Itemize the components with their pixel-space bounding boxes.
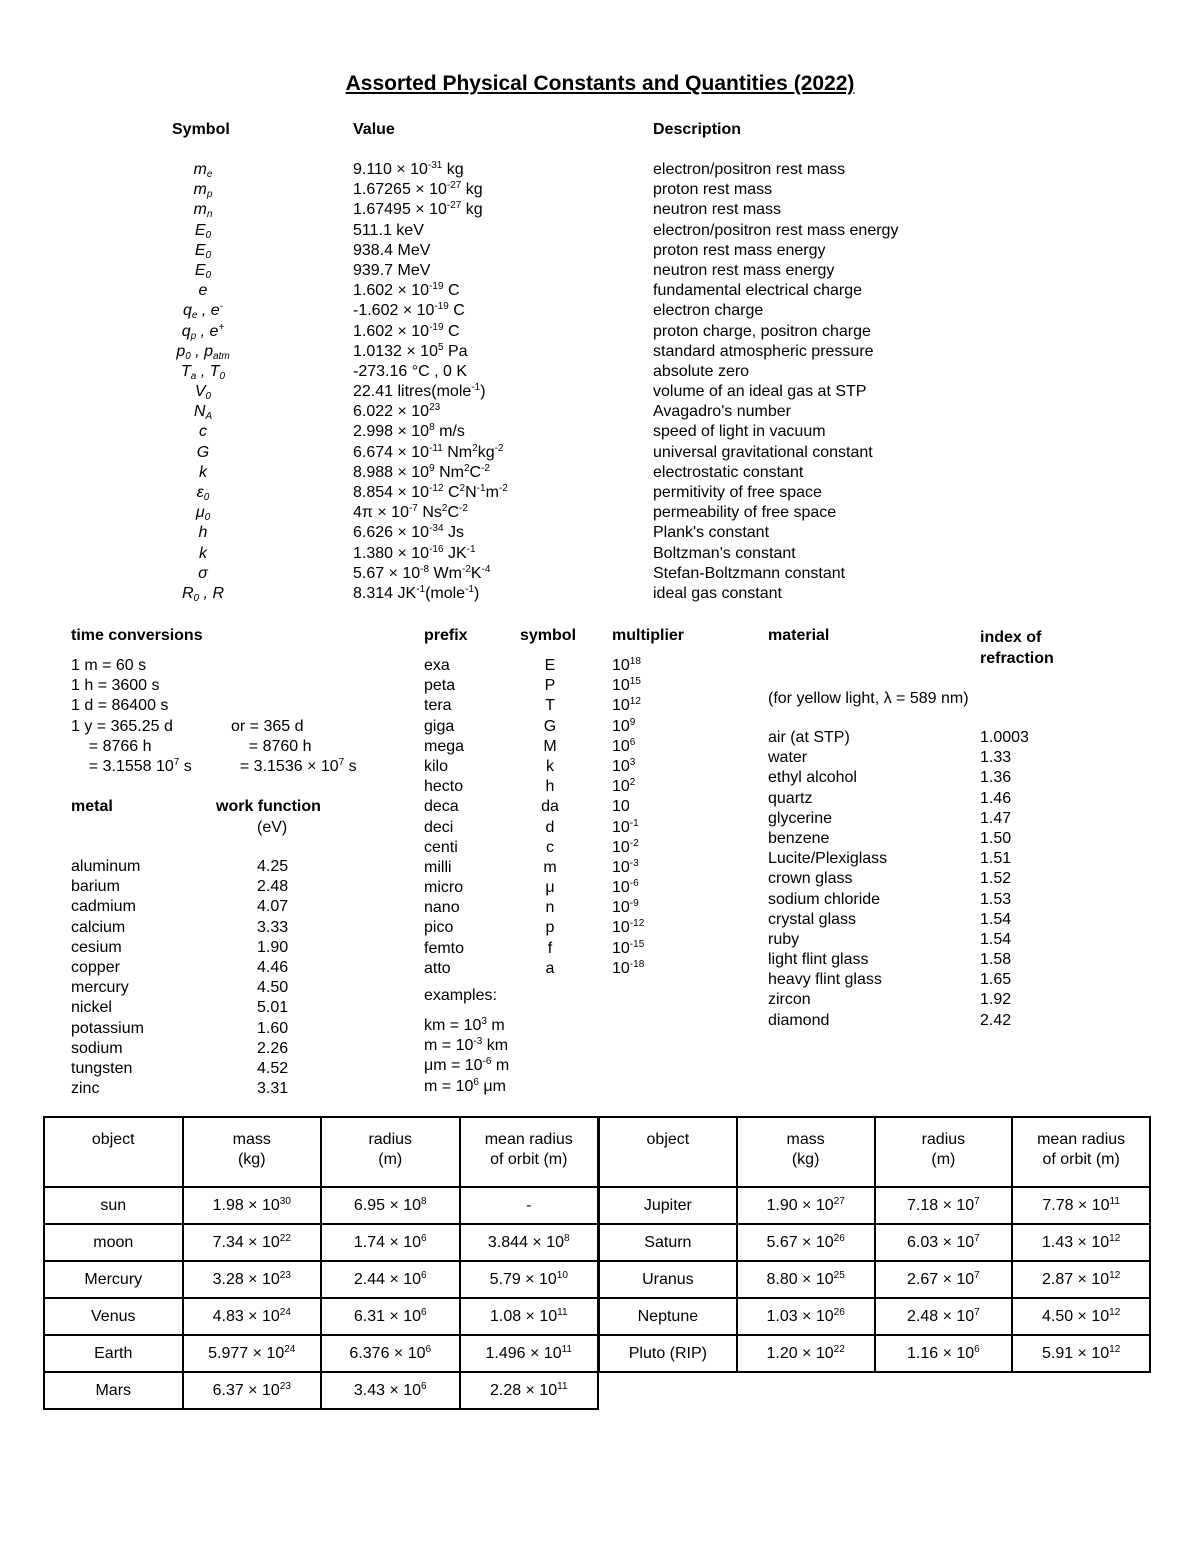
prefix-example: $m = 10^{-3}$ km: [424, 1036, 509, 1055]
constant-symbol: $V_0$: [194, 383, 212, 403]
planet-table-header: mean radius of orbit (m): [460, 1117, 599, 1187]
constant-symbol: σ: [198, 564, 208, 582]
table-row: [599, 1187, 1150, 1224]
metal-name: zinc: [71, 1080, 100, 1098]
prefix-multiplier-column: [612, 656, 644, 979]
constant-symbol: c: [199, 423, 207, 441]
constant-description: Plank's constant: [653, 524, 770, 542]
constant-description: Stefan-Boltzmann constant: [653, 564, 846, 582]
prefix-symbol: μ: [545, 879, 555, 897]
refraction-index: 1.65: [980, 971, 1012, 989]
constant-value: $6.626 \times 10^{-34}$ Js: [353, 523, 464, 542]
work-function-value: 3.31: [257, 1080, 289, 1098]
planet-cell-o: moon: [44, 1224, 183, 1261]
prefix-symbol: n: [545, 899, 555, 917]
table-row: [44, 1298, 598, 1335]
prefix-multiplier: $10^{12}$: [612, 696, 641, 715]
constant-description: ideal gas constant: [653, 584, 782, 602]
refraction-material: quartz: [768, 789, 813, 807]
constant-value: -273.16 °C , 0 K: [353, 362, 468, 380]
prefix-multiplier: $10^{-1}$: [612, 817, 639, 836]
constant-symbol: $\mu_0$: [195, 504, 211, 524]
refraction-material: benzene: [768, 829, 830, 847]
constant-description: neutron rest mass: [653, 201, 782, 219]
planet-cell-orbit: $4.50 \times 10^{12}$: [1012, 1298, 1150, 1335]
planet-cell-o: Mars: [44, 1372, 183, 1409]
planet-cell-orbit: $2.28 \times 10^{11}$: [460, 1372, 599, 1409]
prefix-name: pico: [424, 919, 454, 937]
table-row: [599, 1224, 1150, 1261]
constant-value: $8.854 \times 10^{-12}$ $C^2N^{-1}m^{-2}$: [353, 483, 508, 501]
refraction-material: sodium chloride: [768, 890, 881, 908]
constants-value-column: [353, 160, 508, 604]
examples-label: examples:: [424, 987, 497, 1004]
constant-value: $5.67 \times 10^{-8}$ $Wm^{-2}K^{-4}$: [353, 563, 491, 582]
refraction-material: water: [768, 749, 808, 767]
constant-symbol: $m_n$: [193, 201, 213, 221]
constant-description: fundamental electrical charge: [653, 282, 863, 300]
planet-table-header: mean radius of orbit (m): [1012, 1117, 1150, 1187]
constant-description: neutron rest mass energy: [653, 261, 835, 279]
prefix-name: micro: [424, 879, 464, 897]
description-header: Description: [653, 121, 742, 138]
prefix-symbol: a: [545, 959, 555, 977]
planet-cell-r: $6.95 \times 10^8$: [321, 1187, 460, 1224]
constant-value: $9.110 \times 10^{-31}$ kg: [353, 160, 464, 178]
refraction-material: glycerine: [768, 809, 833, 827]
prefix-multiplier: $10^{-12}$: [612, 918, 645, 937]
constant-description: standard atmospheric pressure: [653, 342, 874, 360]
planet-cell-o: Earth: [44, 1335, 183, 1372]
prefix-multiplier: $10^{-6}$: [612, 878, 639, 897]
constant-value: $1.67265 \times 10^{-27}$ kg: [353, 180, 483, 199]
refraction-index: 1.51: [980, 850, 1012, 868]
constant-value: $1.67495 \times 10^{-27}$ kg: [353, 200, 483, 219]
prefix-symbol: d: [545, 818, 555, 836]
prefix-example: $\mu m = 10^{-6}$ m: [424, 1056, 510, 1075]
time-conversion: 1 h = 3600 s: [71, 677, 160, 695]
table-row: [44, 1187, 598, 1224]
page-title: Assorted Physical Constants and Quantities (2022): [345, 72, 855, 95]
constant-description: electron charge: [653, 302, 764, 320]
prefix-multiplier: $10^6$: [612, 736, 636, 755]
constant-description: speed of light in vacuum: [653, 423, 826, 441]
refraction-material: heavy flint glass: [768, 971, 882, 989]
constant-value: 8.314 $JK^{-1}(mole^{-1})$: [353, 583, 480, 602]
planet-cell-o: Saturn: [599, 1224, 737, 1261]
refraction-index: 1.54: [980, 910, 1012, 928]
planet-cell-mass: $3.28 \times 10^{23}$: [183, 1261, 322, 1298]
planet-cell-orbit: $1.08 \times 10^{11}$: [460, 1298, 599, 1335]
time-conversions-header: time conversions: [71, 627, 203, 644]
constant-symbol: $m_p$: [193, 181, 213, 201]
prefix-name: mega: [424, 737, 465, 755]
constant-value: 511.1 keV: [353, 221, 424, 239]
refraction-index: 1.52: [980, 870, 1012, 888]
planet-cell-r: $2.44 \times 10^6$: [321, 1261, 460, 1298]
prefix-name: milli: [424, 858, 452, 876]
refraction-material: diamond: [768, 1011, 830, 1029]
constant-description: electron/positron rest mass: [653, 161, 846, 178]
table-row: [44, 1261, 598, 1298]
planet-cell-mass: $1.03 \times 10^{26}$: [737, 1298, 875, 1335]
planet-cell-mass: $7.34 \times 10^{22}$: [183, 1224, 322, 1261]
constant-symbol: $q_e$ , e-: [182, 301, 224, 322]
prefix-multiplier: $10^{-2}$: [612, 837, 639, 856]
planet-cell-r: $1.16 \times 10^6$: [875, 1335, 1013, 1372]
prefix-symbol: c: [546, 838, 554, 856]
refraction-index: 1.54: [980, 930, 1012, 948]
constant-value: $8.988 \times 10^9$ $Nm^2C^{-2}$: [353, 462, 490, 481]
time-conversion: = 8766 h: [71, 737, 152, 755]
constant-description: absolute zero: [653, 362, 750, 380]
planet-cell-mass: $5.67 \times 10^{26}$: [737, 1224, 875, 1261]
work-function-value: 3.33: [257, 918, 289, 936]
constant-description: permeability of free space: [653, 504, 837, 522]
planet-cell-mass: $6.37 \times 10^{23}$: [183, 1372, 322, 1409]
constant-symbol: $E_0$: [194, 261, 212, 281]
prefix-multiplier: $10^{-9}$: [612, 898, 639, 917]
metal-name: cadmium: [71, 898, 136, 916]
constant-value: $6.022 \times 10^{23}$: [353, 402, 441, 421]
work-function-value: 1.60: [257, 1019, 289, 1037]
time-conversion-alt: [231, 696, 357, 716]
constant-value: $1.380 \times 10^{-16}$ $JK^{-1}$: [353, 543, 476, 562]
prefix-symbol: M: [543, 737, 557, 755]
planet-cell-orbit: $5.79 \times 10^{10}$: [460, 1261, 599, 1298]
constant-symbol: e: [198, 282, 208, 300]
work-function-value: 2.26: [257, 1039, 289, 1057]
planet-table-header: mass (kg): [737, 1117, 875, 1187]
table-row: [599, 1261, 1150, 1298]
planet-table-header: mass (kg): [183, 1117, 322, 1187]
prefix-name: tera: [424, 697, 452, 715]
constant-value: $6.674 \times 10^{-11}$ $Nm^2kg^{-2}$: [353, 442, 504, 461]
planet-table-header: object: [44, 1117, 183, 1187]
prefix-name: centi: [424, 838, 458, 856]
constant-description: electrostatic constant: [653, 463, 804, 481]
work-function-value: 4.50: [257, 979, 289, 997]
prefix-name: femto: [424, 939, 465, 957]
prefix-symbol: E: [544, 657, 556, 674]
prefix-multiplier: 10: [612, 798, 630, 816]
constant-symbol: G: [196, 443, 210, 461]
planet-cell-orbit: $3.844 \times 10^8$: [460, 1224, 599, 1261]
refraction-index: 1.58: [980, 951, 1012, 969]
prefix-multiplier: $10^{-18}$: [612, 958, 645, 977]
time-conversion-alt: = 8760 h: [231, 737, 312, 755]
refraction-material: crystal glass: [768, 910, 857, 928]
value-header: Value: [353, 121, 395, 138]
time-conversion: 1 m = 60 s: [71, 657, 147, 674]
planet-table-right: [598, 1116, 1151, 1373]
planet-cell-o: Mercury: [44, 1261, 183, 1298]
refraction-material: ruby: [768, 930, 800, 948]
prefix-symbol: da: [541, 798, 559, 816]
prefix-name: deci: [424, 818, 454, 836]
material-header: material: [768, 627, 830, 644]
work-function-value: 5.01: [257, 999, 289, 1017]
constant-value: 938.4 MeV: [353, 241, 431, 259]
work-function-value: 4.46: [257, 958, 289, 976]
prefix-multiplier: $10^{-3}$: [612, 857, 639, 876]
constant-description: Avagadro's number: [653, 403, 791, 421]
metal-name: potassium: [71, 1019, 144, 1037]
constants-symbol-column: [143, 160, 263, 604]
time-conversion-alt: [231, 656, 357, 676]
constant-value: $-1.602 \times 10^{-19}$ C: [353, 301, 465, 320]
constant-symbol: $\varepsilon_0$: [196, 484, 210, 503]
prefix-symbol-header: symbol: [520, 627, 577, 644]
planet-cell-r: $6.03 \times 10^7$: [875, 1224, 1013, 1261]
time-conversion-alt: or = 365 d: [231, 717, 304, 735]
prefix-symbol: k: [546, 757, 554, 775]
prefix-symbol-column: [530, 656, 570, 979]
planet-table-header: radius (m): [875, 1117, 1013, 1187]
planet-cell-mass: $1.20 \times 10^{22}$: [737, 1335, 875, 1372]
constant-description: volume of an ideal gas at STP: [653, 383, 867, 401]
refraction-material: crown glass: [768, 870, 853, 888]
refraction-index: 1.53: [980, 890, 1012, 908]
constant-description: Boltzman's constant: [653, 544, 796, 562]
constant-value: $2.998 \times 10^8$ m/s: [353, 422, 465, 441]
prefix-header: prefix: [424, 627, 468, 644]
planet-cell-mass: $8.80 \times 10^{25}$: [737, 1261, 875, 1298]
prefix-multiplier: $10^{-15}$: [612, 938, 645, 957]
planet-cell-mass: $1.98 \times 10^{30}$: [183, 1187, 322, 1224]
constant-symbol: $E_0$: [194, 241, 212, 261]
refraction-index: 1.92: [980, 991, 1012, 1009]
constant-symbol: $q_p$ , e+: [181, 321, 225, 342]
table-row: [44, 1372, 598, 1409]
metal-name: mercury: [71, 979, 129, 997]
prefix-name: deca: [424, 798, 459, 816]
metal-name: cesium: [71, 938, 122, 956]
planet-cell-orbit: $5.91 \times 10^{12}$: [1012, 1335, 1150, 1372]
metal-header: metal: [71, 798, 113, 815]
refraction-index: 1.47: [980, 809, 1012, 827]
table-row: [599, 1335, 1150, 1372]
index-of-refraction-header: index of refraction: [980, 629, 1054, 667]
constant-value: 939.7 MeV: [353, 261, 431, 279]
planet-table-header: radius (m): [321, 1117, 460, 1187]
planet-cell-r: $1.74 \times 10^6$: [321, 1224, 460, 1261]
prefix-examples: [424, 1016, 509, 1097]
prefix-name: hecto: [424, 778, 464, 796]
work-function-value: 4.25: [257, 858, 289, 875]
refraction-index: 1.33: [980, 749, 1012, 767]
prefix-multiplier: $10^3$: [612, 756, 636, 775]
metal-name: aluminum: [71, 858, 141, 875]
metal-name: nickel: [71, 999, 112, 1017]
prefix-name: kilo: [424, 757, 449, 775]
prefix-symbol: P: [544, 677, 556, 695]
planet-cell-o: Venus: [44, 1298, 183, 1335]
table-row: [44, 1335, 598, 1372]
refraction-note: (for yellow light, λ = 589 nm): [768, 690, 969, 707]
prefix-multiplier: $10^{18}$: [612, 656, 641, 674]
constant-description: permitivity of free space: [653, 484, 822, 501]
time-conversions-right: [231, 656, 357, 777]
symbol-header: Symbol: [172, 121, 230, 138]
prefix-symbol: h: [545, 778, 555, 796]
planet-cell-r: $2.48 \times 10^7$: [875, 1298, 1013, 1335]
planet-table-header: object: [599, 1117, 737, 1187]
refraction-material-column: [768, 728, 887, 1031]
constant-value: $1.0132 \times 10^5$ Pa: [353, 341, 468, 360]
prefix-multiplier: $10^2$: [612, 777, 636, 796]
prefix-symbol: m: [543, 858, 557, 876]
work-function-column: [257, 857, 288, 1099]
work-function-value: 4.52: [257, 1059, 289, 1077]
prefix-name: exa: [424, 657, 450, 674]
constant-symbol: $p_0$ , $p_{atm}$: [176, 342, 230, 362]
time-conversion: 1 y = 365.25 d: [71, 717, 173, 735]
prefix-symbol: T: [545, 697, 555, 715]
work-function-unit: (eV): [257, 819, 288, 836]
refraction-material: zircon: [768, 991, 811, 1009]
prefix-example: km = $10^3$ m: [424, 1016, 505, 1034]
planet-cell-o: sun: [44, 1187, 183, 1224]
prefix-name: atto: [424, 959, 451, 977]
constant-symbol: $E_0$: [194, 221, 212, 241]
time-conversion-alt: [231, 676, 357, 696]
constant-description: electron/positron rest mass energy: [653, 221, 899, 239]
refraction-index: 2.42: [980, 1011, 1012, 1029]
constant-symbol: $m_e$: [193, 161, 213, 180]
work-function-header: work function: [216, 798, 321, 815]
work-function-value: 4.07: [257, 898, 289, 916]
work-function-value: 2.48: [257, 878, 289, 896]
planet-cell-mass: $4.83 \times 10^{24}$: [183, 1298, 322, 1335]
prefix-multiplier: $10^{15}$: [612, 676, 641, 695]
planet-cell-r: $3.43 \times 10^6$: [321, 1372, 460, 1409]
planet-cell-r: $6.31 \times 10^6$: [321, 1298, 460, 1335]
refraction-index: 1.0003: [980, 729, 1029, 746]
refraction-material: light flint glass: [768, 951, 869, 969]
metal-name: barium: [71, 878, 120, 896]
planet-cell-mass: $5.977 \times 10^{24}$: [183, 1335, 322, 1372]
constant-description: proton rest mass: [653, 181, 773, 199]
planet-cell-mass: $1.90 \times 10^{27}$: [737, 1187, 875, 1224]
planet-cell-r: $2.67 \times 10^7$: [875, 1261, 1013, 1298]
time-conversion-alt: = $3.1536 \times 10^7$ s: [231, 756, 357, 775]
constant-description: proton charge, positron charge: [653, 322, 871, 340]
metal-column: [71, 857, 144, 1099]
constant-symbol: $T_a$ , $T_0$: [180, 362, 225, 382]
planet-cell-o: Pluto (RIP): [599, 1335, 737, 1372]
refraction-material: air (at STP): [768, 729, 850, 746]
planet-cell-r: $6.376 \times 10^6$: [321, 1335, 460, 1372]
constant-description: proton rest mass energy: [653, 241, 826, 259]
planet-cell-orbit: $1.496 \times 10^{11}$: [460, 1335, 599, 1372]
refraction-index: 1.50: [980, 829, 1012, 847]
prefix-symbol: G: [543, 717, 557, 735]
prefix-name: nano: [424, 899, 460, 917]
constant-value: 22.41 litres(mole$^{-1}$): [353, 382, 486, 401]
constant-description: universal gravitational constant: [653, 443, 873, 461]
metal-name: calcium: [71, 918, 126, 936]
constant-value: $4\pi \times 10^{-7}$ $Ns^2C^{-2}$: [353, 503, 468, 522]
refraction-material: Lucite/Plexiglass: [768, 850, 888, 868]
planet-cell-orbit: $7.78 \times 10^{11}$: [1012, 1187, 1150, 1224]
planet-cell-o: Neptune: [599, 1298, 737, 1335]
planet-cell-o: Jupiter: [599, 1187, 737, 1224]
work-function-value: 1.90: [257, 938, 289, 956]
prefix-symbol: p: [545, 919, 555, 937]
prefix-name: giga: [424, 717, 455, 735]
prefix-name-column: [424, 656, 464, 979]
planet-cell-o: Uranus: [599, 1261, 737, 1298]
refraction-index-column: [980, 728, 1029, 1031]
prefix-multiplier: $10^9$: [612, 716, 636, 735]
planet-cell-orbit: $1.43 \times 10^{12}$: [1012, 1224, 1150, 1261]
prefix-name: peta: [424, 677, 456, 695]
constant-symbol: k: [199, 544, 207, 562]
table-row: [599, 1298, 1150, 1335]
time-conversion: 1 d = 86400 s: [71, 697, 169, 715]
constants-description-column: [653, 160, 898, 604]
planet-cell-r: $7.18 \times 10^7$: [875, 1187, 1013, 1224]
prefix-symbol: f: [547, 939, 553, 957]
metal-name: sodium: [71, 1039, 123, 1057]
constant-symbol: h: [198, 524, 208, 542]
constant-symbol: $R_0$ , R: [181, 584, 224, 604]
constant-symbol: $N_A$: [193, 403, 213, 423]
time-conversion: = 3.1558 $10^7$ s: [71, 756, 192, 775]
metal-name: copper: [71, 958, 120, 976]
time-conversions-left: [71, 656, 192, 777]
constant-symbol: k: [199, 463, 207, 481]
refraction-index: 1.46: [980, 789, 1012, 807]
metal-name: tungsten: [71, 1059, 133, 1077]
table-row: [44, 1224, 598, 1261]
refraction-index: 1.36: [980, 769, 1012, 787]
multiplier-header: multiplier: [612, 627, 685, 644]
refraction-material: ethyl alcohol: [768, 769, 857, 787]
constant-value: $1.602 \times 10^{-19}$ C: [353, 321, 460, 340]
planet-cell-orbit: -: [460, 1187, 599, 1224]
planet-table-left: [43, 1116, 599, 1410]
planet-cell-orbit: $2.87 \times 10^{12}$: [1012, 1261, 1150, 1298]
prefix-example: $m = 10^6$ μm: [424, 1076, 506, 1095]
constant-value: $1.602 \times 10^{-19}$ C: [353, 281, 460, 300]
